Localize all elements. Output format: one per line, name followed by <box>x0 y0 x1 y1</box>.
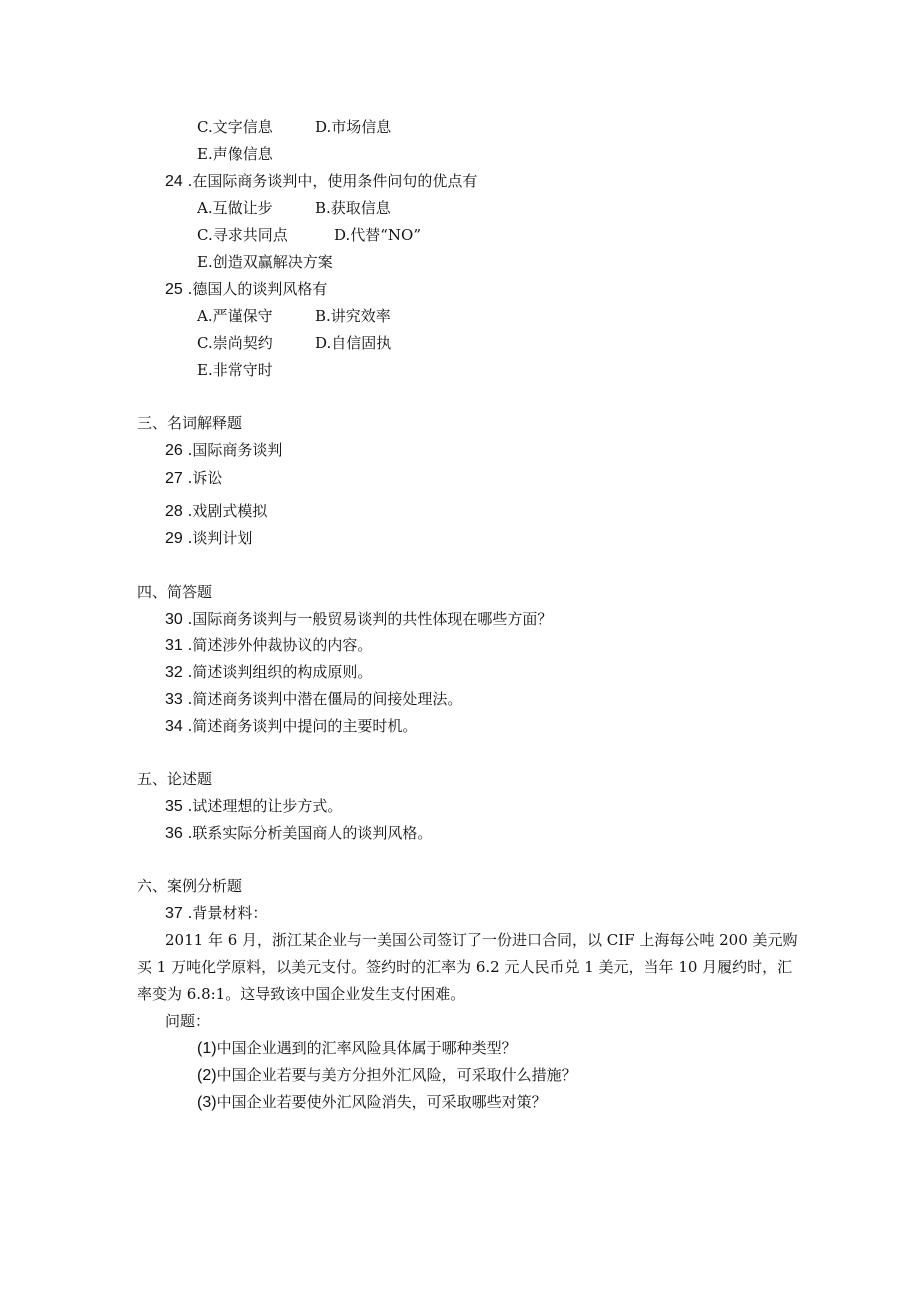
question-text: .简述谈判组织的构成原则。 <box>187 663 373 681</box>
list-item <box>165 501 267 522</box>
case-question <box>197 1065 577 1086</box>
section-title: 五、论述题 <box>137 770 213 788</box>
case-material-line-1: 2011 年 6 月，浙江某企业与一美国公司签订了一份进口合同，以 CIF 上海每公吨 200 美元购 <box>165 931 798 949</box>
question-number: 32 <box>165 664 183 681</box>
list-item <box>165 468 222 489</box>
question-text: .背景材料： <box>187 904 268 922</box>
q37-stem <box>165 903 267 924</box>
q24-option-d: D.代替“NO” <box>334 226 422 244</box>
question-text: .在国际商务谈判中，使用条件问句的优点有 <box>187 172 478 190</box>
q24-option-a: A.互做让步 <box>197 199 273 217</box>
question-text: .简述商务谈判中潜在僵局的间接处理法。 <box>187 690 463 708</box>
q23-option-d: D.市场信息 <box>315 118 392 136</box>
case-question <box>197 1038 517 1059</box>
list-item <box>165 609 552 630</box>
question-number: 30 <box>165 611 183 628</box>
question-number: 31 <box>165 637 183 654</box>
q25-option-c: C.崇尚契约 <box>197 334 273 352</box>
q25-option-a: A.严谨保守 <box>197 307 273 325</box>
q25-option-d: D.自信固执 <box>315 334 392 352</box>
question-text: .诉讼 <box>187 469 223 487</box>
question-number: (2) <box>197 1067 217 1084</box>
question-text: 中国企业若要使外汇风险消失，可采取哪些对策？ <box>216 1093 547 1111</box>
question-text: .德国人的谈判风格有 <box>187 280 328 298</box>
list-item <box>165 440 282 461</box>
question-text: .国际商务谈判与一般贸易谈判的共性体现在哪些方面？ <box>187 610 553 628</box>
q23-option-e: E.声像信息 <box>197 145 273 163</box>
list-item <box>165 635 372 656</box>
q25-stem <box>165 279 327 300</box>
question-text: 中国企业遇到的汇率风险具体属于哪种类型？ <box>216 1039 517 1057</box>
section-title: 三、名词解释题 <box>137 414 243 432</box>
q25-option-b: B.讲究效率 <box>315 307 391 325</box>
question-number: 25 <box>165 281 183 298</box>
question-number: 28 <box>165 503 183 520</box>
question-number: 37 <box>165 905 183 922</box>
section-title: 四、简答题 <box>137 583 213 601</box>
section-title: 六、案例分析题 <box>137 877 243 895</box>
question-text: .戏剧式模拟 <box>187 502 268 520</box>
question-number: (3) <box>197 1094 217 1111</box>
q24-stem <box>165 171 477 192</box>
question-text: .联系实际分析美国商人的谈判风格。 <box>187 824 433 842</box>
q25-option-e: E.非常守时 <box>197 361 273 379</box>
list-item <box>165 823 432 844</box>
questions-label: 问题： <box>165 1012 211 1030</box>
q24-option-b: B.获取信息 <box>315 199 391 217</box>
question-number: 33 <box>165 691 183 708</box>
case-material-line-3: 率变为 6.8:1。这导致该中国企业发生支付困难。 <box>137 985 466 1003</box>
list-item <box>165 689 462 710</box>
q23-option-c: C.文字信息 <box>197 118 273 136</box>
question-number: 27 <box>165 470 183 487</box>
question-number: 34 <box>165 718 183 735</box>
question-number: 35 <box>165 798 183 815</box>
question-text: .谈判计划 <box>187 529 253 547</box>
question-text: .国际商务谈判 <box>187 441 283 459</box>
question-text: .简述商务谈判中提问的主要时机。 <box>187 717 418 735</box>
q24-option-c: C.寻求共同点 <box>197 226 288 244</box>
question-text: 中国企业若要与美方分担外汇风险，可采取什么措施？ <box>216 1066 577 1084</box>
case-material-line-2: 买 1 万吨化学原料，以美元支付。签约时的汇率为 6.2 元人民币兑 1 美元，当年 10 月履约时，汇 <box>137 958 793 976</box>
list-item <box>165 662 372 683</box>
q24-option-e: E.创造双赢解决方案 <box>197 253 333 271</box>
question-text: .简述涉外仲裁协议的内容。 <box>187 636 373 654</box>
question-number: 36 <box>165 825 183 842</box>
list-item <box>165 528 252 549</box>
question-number: 26 <box>165 442 183 459</box>
question-text: .试述理想的让步方式。 <box>187 797 343 815</box>
question-number: 29 <box>165 530 183 547</box>
case-question <box>197 1092 547 1113</box>
question-number: (1) <box>197 1040 217 1057</box>
question-number: 24 <box>165 173 183 190</box>
list-item <box>165 796 342 817</box>
list-item <box>165 716 417 737</box>
